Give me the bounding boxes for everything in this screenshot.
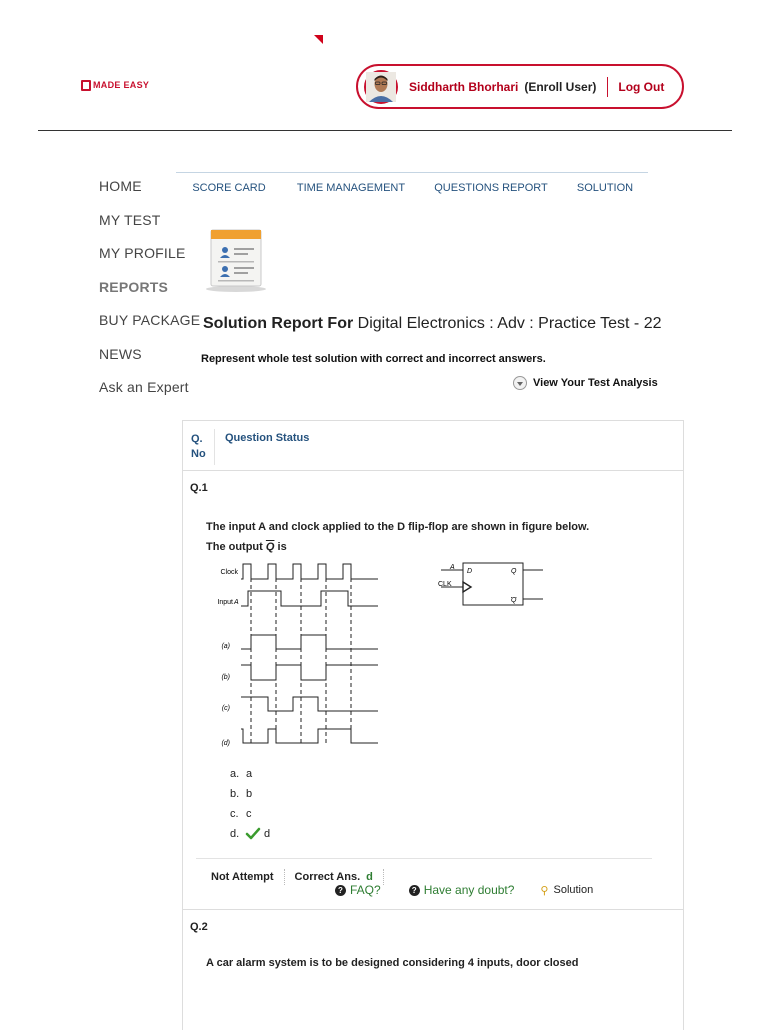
answer-options xyxy=(230,764,270,844)
user-name[interactable]: Siddharth Bhorhari xyxy=(409,79,519,94)
sidebar-item-ask-expert[interactable]: Ask an Expert xyxy=(99,379,189,395)
report-tabs xyxy=(176,172,648,200)
status-divider xyxy=(196,858,652,859)
header-divider xyxy=(38,130,732,131)
question-number: Q.2 xyxy=(190,921,208,933)
sidebar-item-my-profile[interactable]: MY PROFILE xyxy=(99,245,186,261)
avatar xyxy=(364,70,398,104)
report-document-icon xyxy=(205,226,267,292)
question-circle-icon: ? xyxy=(409,885,420,896)
logo-name: MADE EASY xyxy=(93,80,150,90)
title-test-name: Digital Electronics : Adv : Practice Test - 22 xyxy=(357,315,662,332)
correct-answer-value: d xyxy=(366,871,373,883)
made-easy-logo[interactable] xyxy=(81,80,149,91)
ff-qbar-label: Q xyxy=(511,597,517,604)
wave-label-b: (b) xyxy=(221,674,230,681)
solution-panel xyxy=(182,420,684,1030)
status-header: Question Status xyxy=(225,432,310,444)
page-title xyxy=(203,315,683,333)
user-panel xyxy=(356,64,684,109)
pill-divider xyxy=(607,77,608,97)
question-text: The input A and clock applied to the D flip-flop are shown in figure below. The output $\overline{Q}$ is xyxy=(206,521,590,553)
d-flipflop-diagram xyxy=(438,561,548,611)
title-prefix: Solution Report For xyxy=(203,315,354,332)
q-bar-symbol: $\overline{Q}$ xyxy=(265,541,275,553)
logout-button[interactable]: Log Out xyxy=(618,79,665,94)
sidebar-item-home[interactable]: HOME xyxy=(99,178,142,194)
tab-questions-report[interactable]: QUESTIONS REPORT xyxy=(420,172,562,200)
ff-q-label: Q xyxy=(511,568,517,575)
clock-label: Clock xyxy=(220,569,238,576)
logo-icon xyxy=(81,80,91,91)
ff-clk-label: CLK xyxy=(438,581,452,588)
user-role: (Enroll User) xyxy=(524,79,597,94)
solution-link[interactable]: ⚲ Solution xyxy=(540,884,594,897)
view-analysis-link[interactable] xyxy=(513,376,658,390)
question-links xyxy=(335,883,593,897)
key-icon: ⚲ xyxy=(540,884,549,897)
ff-input-a: A xyxy=(450,564,455,571)
sidebar-item-reports[interactable]: REPORTS xyxy=(99,278,169,295)
table-header xyxy=(183,421,683,471)
option-c[interactable]: c. c xyxy=(230,808,252,820)
question-number: Q.1 xyxy=(190,482,208,494)
check-icon xyxy=(246,828,260,840)
red-corner-mark xyxy=(314,35,323,44)
option-b[interactable]: b. b xyxy=(230,788,253,800)
sidebar-item-buy-package[interactable]: BUY PACKAGE xyxy=(99,312,201,328)
correct-answer-label: Correct Ans. xyxy=(294,871,361,883)
tab-time-management[interactable]: TIME MANAGEMENT xyxy=(282,172,420,200)
attempt-status: Not Attempt xyxy=(211,871,274,883)
sidebar-item-my-test[interactable]: MY TEST xyxy=(99,211,161,228)
tab-score-card[interactable]: SCORE CARD xyxy=(176,172,282,200)
qno-header: Q. No xyxy=(191,433,206,460)
option-a[interactable]: a. a xyxy=(230,768,253,780)
option-d[interactable]: d. d xyxy=(230,828,271,840)
tab-solution[interactable]: SOLUTION xyxy=(562,172,648,200)
dropdown-circle-icon xyxy=(513,376,527,390)
analysis-link-label: View Your Test Analysis xyxy=(533,377,658,389)
input-var: A xyxy=(234,599,239,606)
wave-label-a: (a) xyxy=(221,643,230,650)
question-text: A car alarm system is to be designed considering 4 inputs, door closed xyxy=(206,957,579,969)
page-subtitle: Represent whole test solution with correct and incorrect answers. xyxy=(201,353,546,365)
header-divider-vertical xyxy=(214,429,215,465)
wave-label-d: (d) xyxy=(221,740,230,747)
question-circle-icon: ? xyxy=(335,885,346,896)
input-label: Input xyxy=(217,599,233,606)
ff-d-label: D xyxy=(467,568,473,575)
wave-label-c: (c) xyxy=(221,705,230,712)
doubt-link[interactable]: ? Have any doubt? xyxy=(409,883,515,897)
question-divider xyxy=(183,909,683,910)
sidebar-item-news[interactable]: NEWS xyxy=(99,345,142,362)
sidebar-nav xyxy=(99,178,201,413)
waveform-figure xyxy=(208,561,398,751)
faq-link[interactable]: ? FAQ? xyxy=(335,883,381,897)
